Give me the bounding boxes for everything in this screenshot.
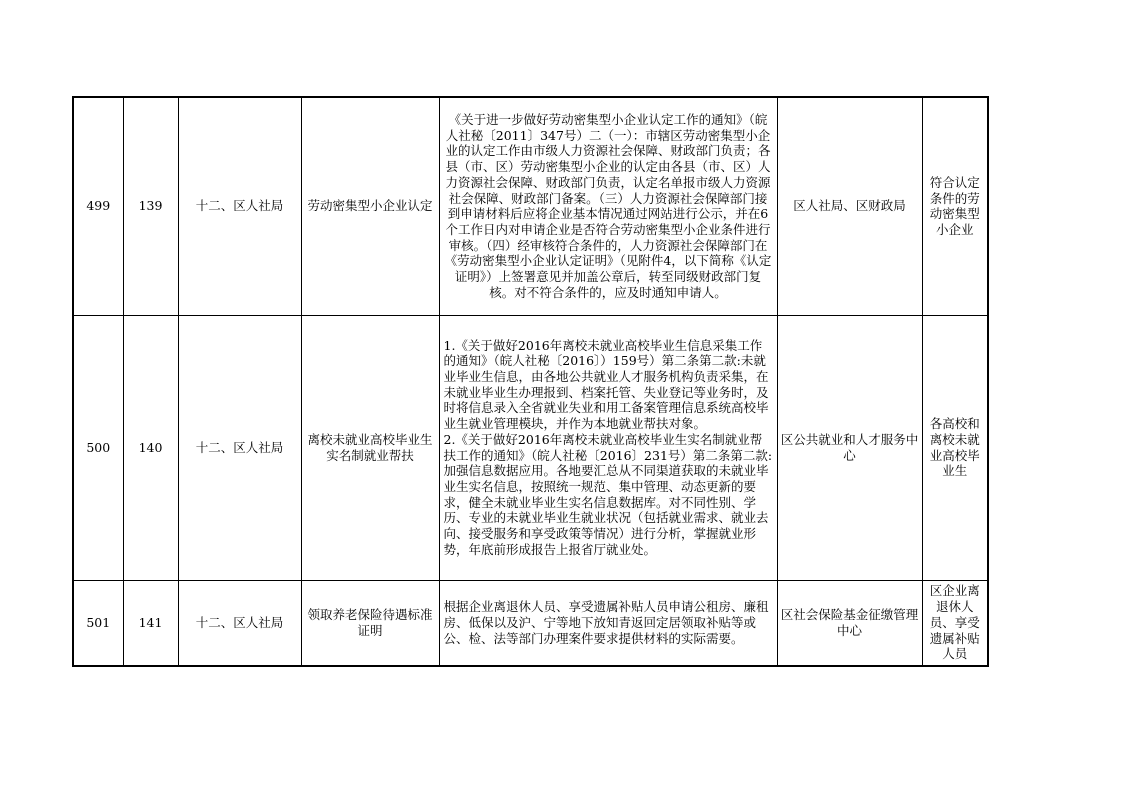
row-number-cell: 500: [73, 315, 123, 580]
service-object-cell: 符合认定条件的劳动密集型小企业: [922, 97, 988, 315]
legal-basis-cell: 《关于进一步做好劳动密集型小企业认定工作的通知》（皖人社秘〔2011〕347号）二（一）：市辖区劳动密集型小企业的认定工作由市级人力资源社会保障、财政部门负责；各县（市、区）劳动密集型小企业的认定由各县（市、区）人力资源社会保障、财政部门负责，认定名单报市级人力资源社会保障、财政部门备案。（三）人力资源社会保障部门接到申请材料后应将企业基本情况通过网站进行公示，并在6个工作日内对申请企业是否符合劳动密集型小企业条件进行审核。（四）经审核符合条件的，人力资源社会保障部门在《劳动密集型小企业认定证明》（见附件4，以下简称《认定证明》）上签署意见并加盖公章后，转至同级财政部门复核。对不符合条件的，应及时通知申请人。: [439, 97, 777, 315]
item-name-cell: 领取养老保险待遇标准证明: [301, 580, 439, 666]
table-row: [73, 580, 988, 666]
table-row: [73, 315, 988, 580]
service-object-cell: 区企业离退休人员、享受遗属补贴人员: [922, 580, 988, 666]
table-row: [73, 97, 988, 315]
item-name-cell: 劳动密集型小企业认定: [301, 97, 439, 315]
legal-basis-paragraph-2: 2.《关于做好2016年离校未就业高校毕业生实名制就业帮扶工作的通知》（皖人社秘〔2016〕231号）第二条第二款:加强信息数据应用。各地要汇总从不同渠道获取的未就业毕业生实名信息，按照统一规范、集中管理、动态更新的要求，健全未就业毕业生实名信息数据库。对不同性别、学历、专业的未就业毕业生就业状况（包括就业需求、就业去向、接受服务和享受政策等情况）进行分析，掌握就业形势，年底前形成报告上报省厅就业处。: [443, 431, 773, 557]
sub-number-cell: 141: [123, 580, 178, 666]
row-number-cell: 499: [73, 97, 123, 315]
services-table: [72, 96, 989, 667]
department-cell: 区人社局、区财政局: [777, 97, 922, 315]
category-cell: 十二、区人社局: [178, 97, 301, 315]
sub-number-cell: 139: [123, 97, 178, 315]
item-name-cell: 离校未就业高校毕业生实名制就业帮扶: [301, 315, 439, 580]
category-cell: 十二、区人社局: [178, 315, 301, 580]
row-number-cell: 501: [73, 580, 123, 666]
sub-number-cell: 140: [123, 315, 178, 580]
service-object-cell: 各高校和离校未就业高校毕业生: [922, 315, 988, 580]
legal-basis-cell: [439, 315, 777, 580]
category-cell: 十二、区人社局: [178, 580, 301, 666]
department-cell: 区公共就业和人才服务中心: [777, 315, 922, 580]
department-cell: 区社会保险基金征缴管理中心: [777, 580, 922, 666]
legal-basis-cell: 根据企业离退休人员、享受遗属补贴人员申请公租房、廉租房、低保以及沪、宁等地下放知青返回定居领取补贴等或公、检、法等部门办理案件要求提供材料的实际需要。: [439, 580, 777, 666]
legal-basis-paragraph-1: 1.《关于做好2016年离校未就业高校毕业生信息采集工作的通知》（皖人社秘〔2016〕）159号）第二条第二款:未就业毕业生信息，由各地公共就业人才服务机构负责采集，在未就业毕业生办理报到、档案托管、失业登记等业务时，及时将信息录入全省就业失业和用工备案管理信息系统高校毕业生就业管理模块，并作为本地就业帮扶对象。: [443, 337, 769, 432]
